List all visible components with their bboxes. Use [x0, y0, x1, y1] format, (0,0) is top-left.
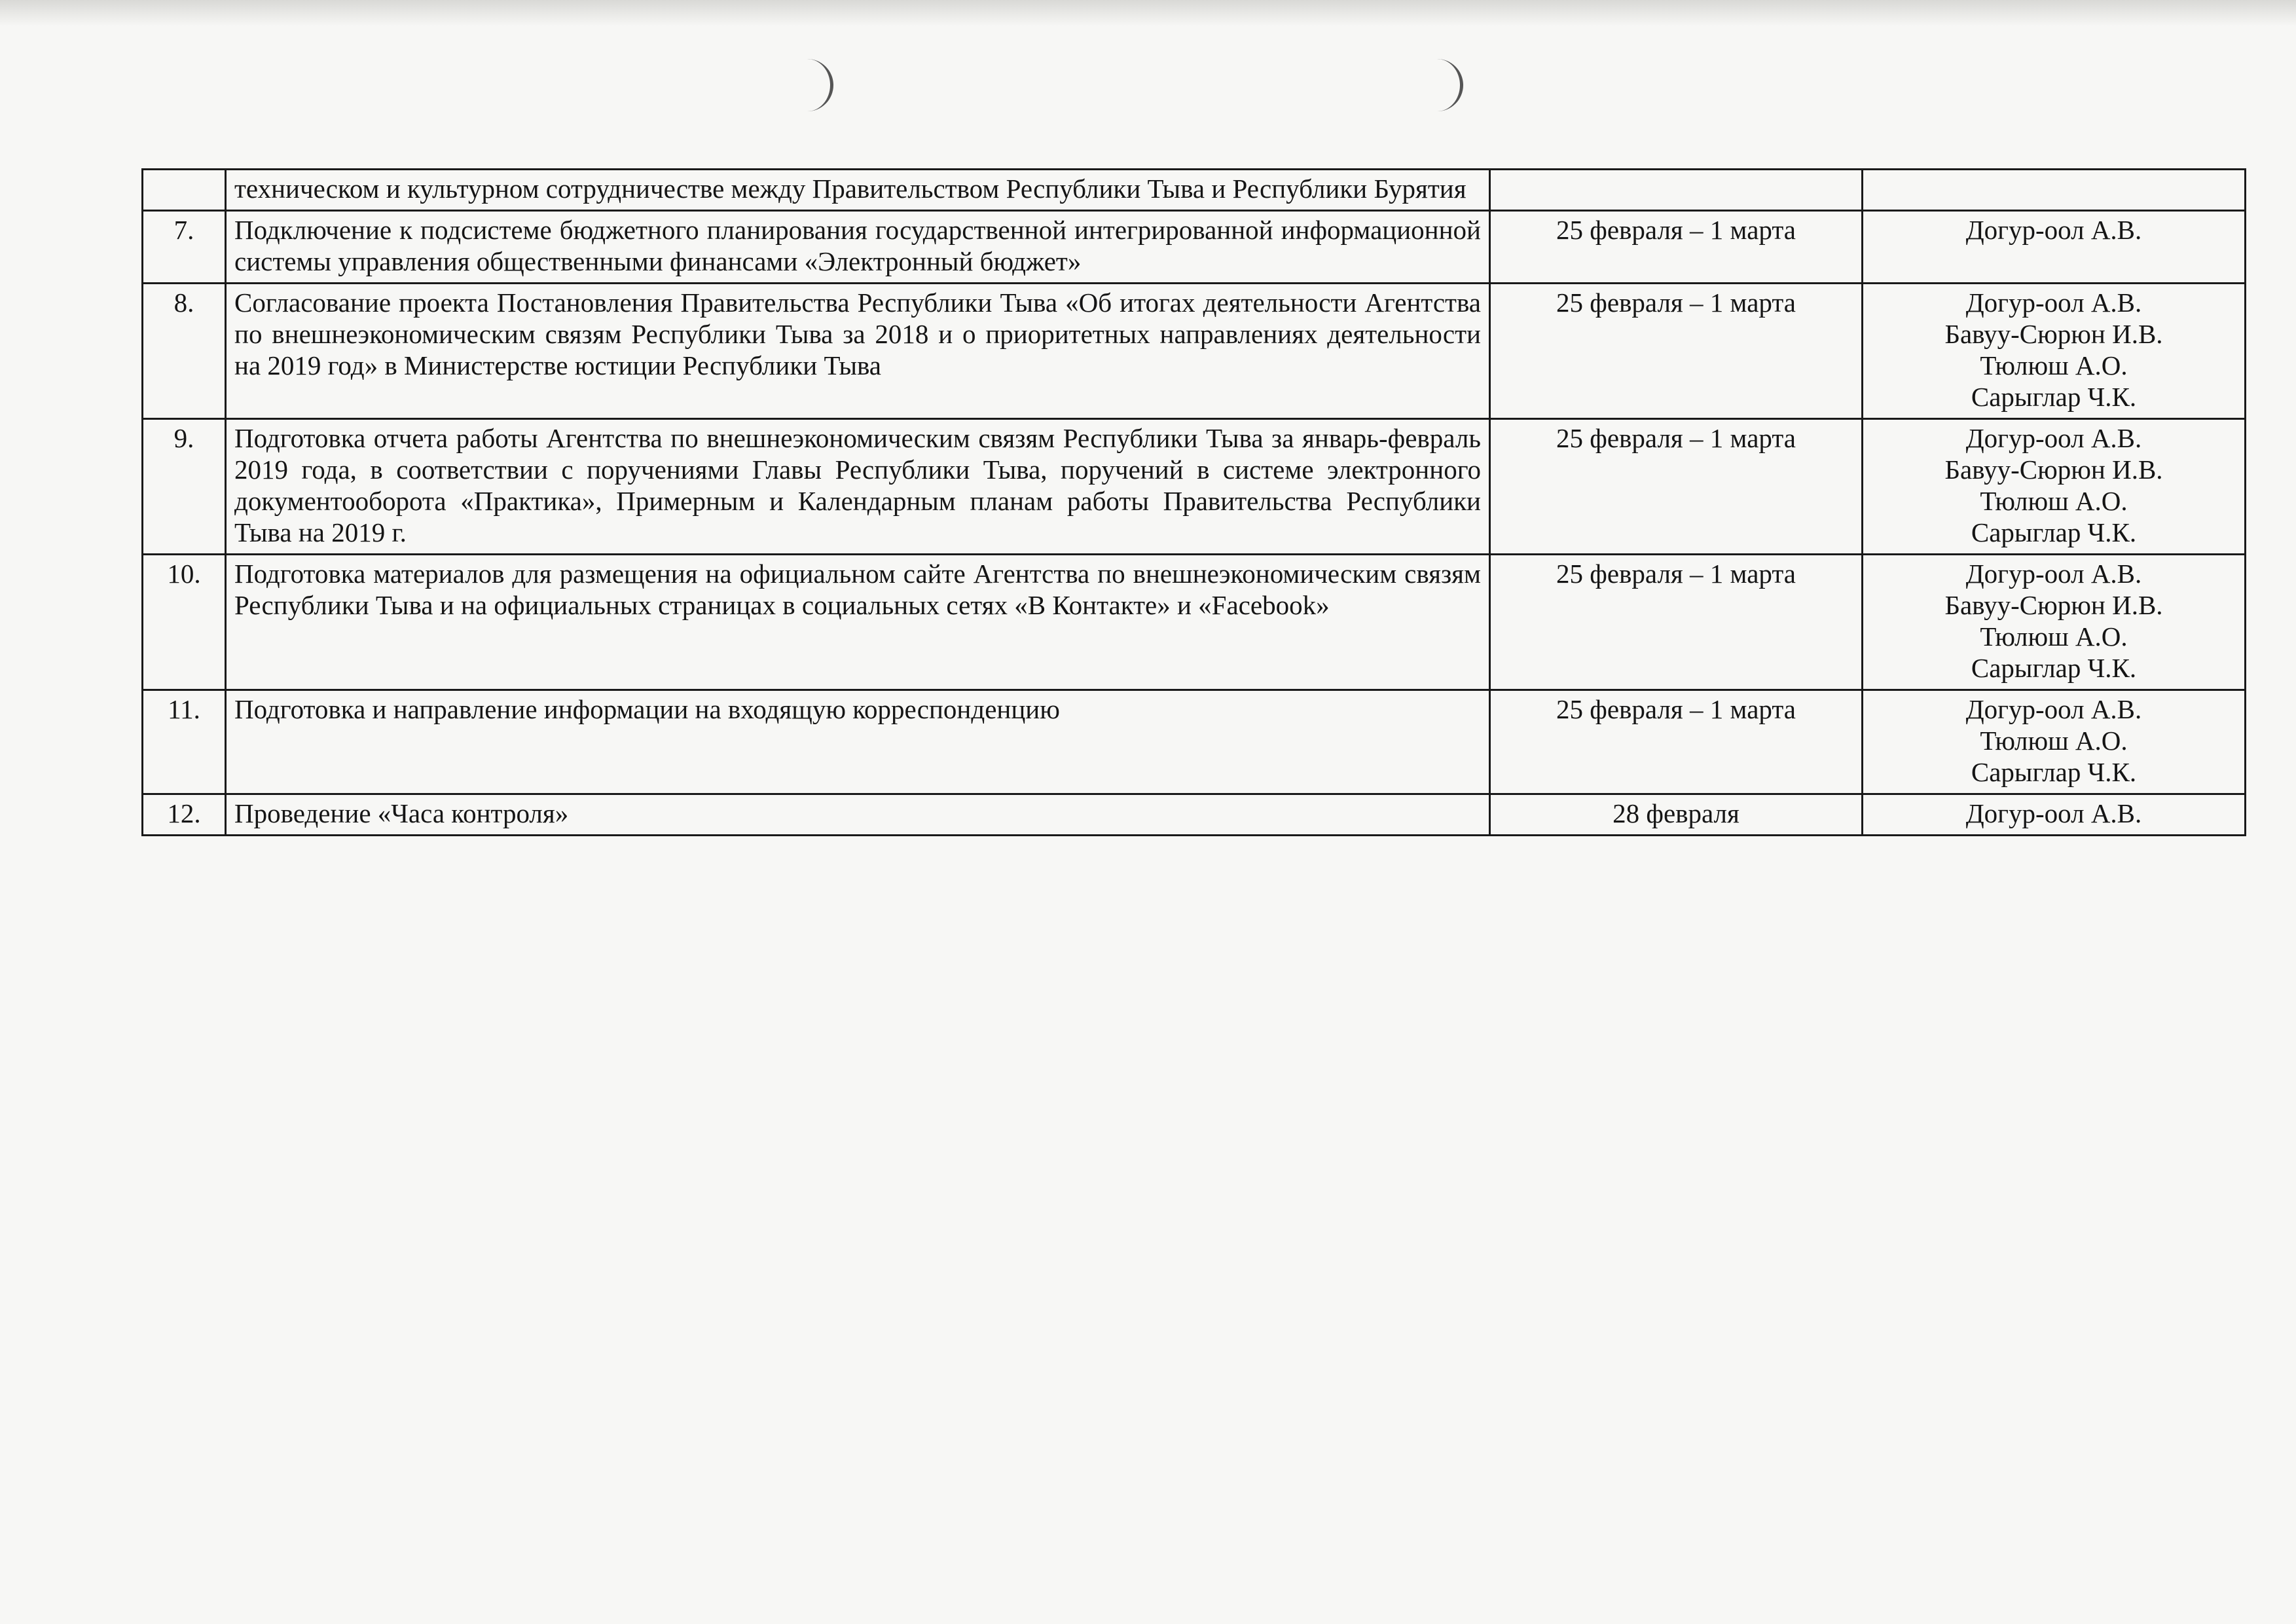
task-description — [226, 170, 1490, 211]
task-date — [1490, 170, 1863, 211]
responsible-person: Тюлюш А.О. — [1980, 726, 2128, 756]
responsible-person: Сарыглар Ч.К. — [1971, 653, 2137, 683]
table-row — [143, 690, 2246, 794]
row-number: 8. — [143, 284, 226, 419]
task-date: 25 февраля – 1 марта — [1490, 419, 1863, 555]
responsible-persons — [1863, 794, 2246, 836]
row-number — [143, 170, 226, 211]
responsible-person: Бавуу-Сюрюн И.В. — [1944, 319, 2163, 349]
row-number: 9. — [143, 419, 226, 555]
row-number: 11. — [143, 690, 226, 794]
task-description — [226, 419, 1490, 555]
responsible-persons — [1863, 419, 2246, 555]
punch-hole-mark-left — [804, 59, 833, 111]
responsible-person: Бавуу-Сюрюн И.В. — [1944, 454, 2163, 485]
responsible-person: Догур-оол А.В. — [1965, 287, 2142, 318]
work-plan-table — [141, 168, 2246, 836]
responsible-persons — [1863, 211, 2246, 284]
task-date: 25 февраля – 1 марта — [1490, 555, 1863, 690]
table-row — [143, 170, 2246, 211]
row-number: 12. — [143, 794, 226, 836]
task-description — [226, 555, 1490, 690]
responsible-persons — [1863, 555, 2246, 690]
responsible-person: Догур-оол А.В. — [1965, 798, 2142, 828]
task-date: 25 февраля – 1 марта — [1490, 211, 1863, 284]
table-row — [143, 555, 2246, 690]
table-row — [143, 211, 2246, 284]
task-text: Подключение к подсистеме бюджетного планирования государственной интегрированной информационной системы управления общественными финансами «Электронный бюджет» — [234, 215, 1481, 276]
responsible-person: Догур-оол А.В. — [1965, 694, 2142, 724]
task-date: 25 февраля – 1 марта — [1490, 284, 1863, 419]
punch-hole-mark-right — [1434, 59, 1463, 111]
task-text: Подготовка и направление информации на входящую корреспонденцию — [234, 694, 1060, 724]
responsible-person: Тюлюш А.О. — [1980, 486, 2128, 516]
responsible-person: Сарыглар Ч.К. — [1971, 382, 2137, 412]
task-description — [226, 284, 1490, 419]
table-row — [143, 794, 2246, 836]
responsible-person: Бавуу-Сюрюн И.В. — [1944, 590, 2163, 620]
task-text: Подготовка отчета работы Агентства по внешнеэкономическим связям Республики Тыва за январь-февраль 2019 года, в соответствии с поручениями Главы Республики Тыва, поручений в системе электронного документооборота «Практика», Примерным и Календарным планам работы Правительства Республики Тыва на 2019 г. — [234, 423, 1481, 547]
task-date: 25 февраля – 1 марта — [1490, 690, 1863, 794]
responsible-person: Догур-оол А.В. — [1965, 559, 2142, 589]
row-number: 10. — [143, 555, 226, 690]
task-text: Проведение «Часа контроля» — [234, 798, 569, 828]
responsible-person: Сарыглар Ч.К. — [1971, 517, 2137, 547]
task-description — [226, 211, 1490, 284]
task-description — [226, 690, 1490, 794]
responsible-persons — [1863, 690, 2246, 794]
task-text: Подготовка материалов для размещения на официальном сайте Агентства по внешнеэкономическим связям Республики Тыва и на официальных страницах в социальных сетях «В Контакте» и «Facebook» — [234, 559, 1481, 620]
table-row — [143, 284, 2246, 419]
responsible-person: Тюлюш А.О. — [1980, 350, 2128, 380]
scan-edge-shadow — [0, 0, 2296, 26]
task-date: 28 февраля — [1490, 794, 1863, 836]
task-text: техническом и культурном сотрудничестве между Правительством Республики Тыва и Республики Бурятия — [234, 174, 1467, 204]
responsible-person: Тюлюш А.О. — [1980, 621, 2128, 652]
responsible-persons — [1863, 284, 2246, 419]
responsible-person: Догур-оол А.В. — [1965, 423, 2142, 453]
responsible-person: Сарыглар Ч.К. — [1971, 757, 2137, 787]
responsible-person: Догур-оол А.В. — [1965, 215, 2142, 245]
task-text: Согласование проекта Постановления Правительства Республики Тыва «Об итогах деятельности Агентства по внешнеэкономическим связям Республики Тыва за 2018 и о приоритетных направлениях деятельности на 2019 год» в Министерстве юстиции Республики Тыва — [234, 287, 1481, 380]
row-number: 7. — [143, 211, 226, 284]
task-description — [226, 794, 1490, 836]
responsible-persons — [1863, 170, 2246, 211]
table-row — [143, 419, 2246, 555]
